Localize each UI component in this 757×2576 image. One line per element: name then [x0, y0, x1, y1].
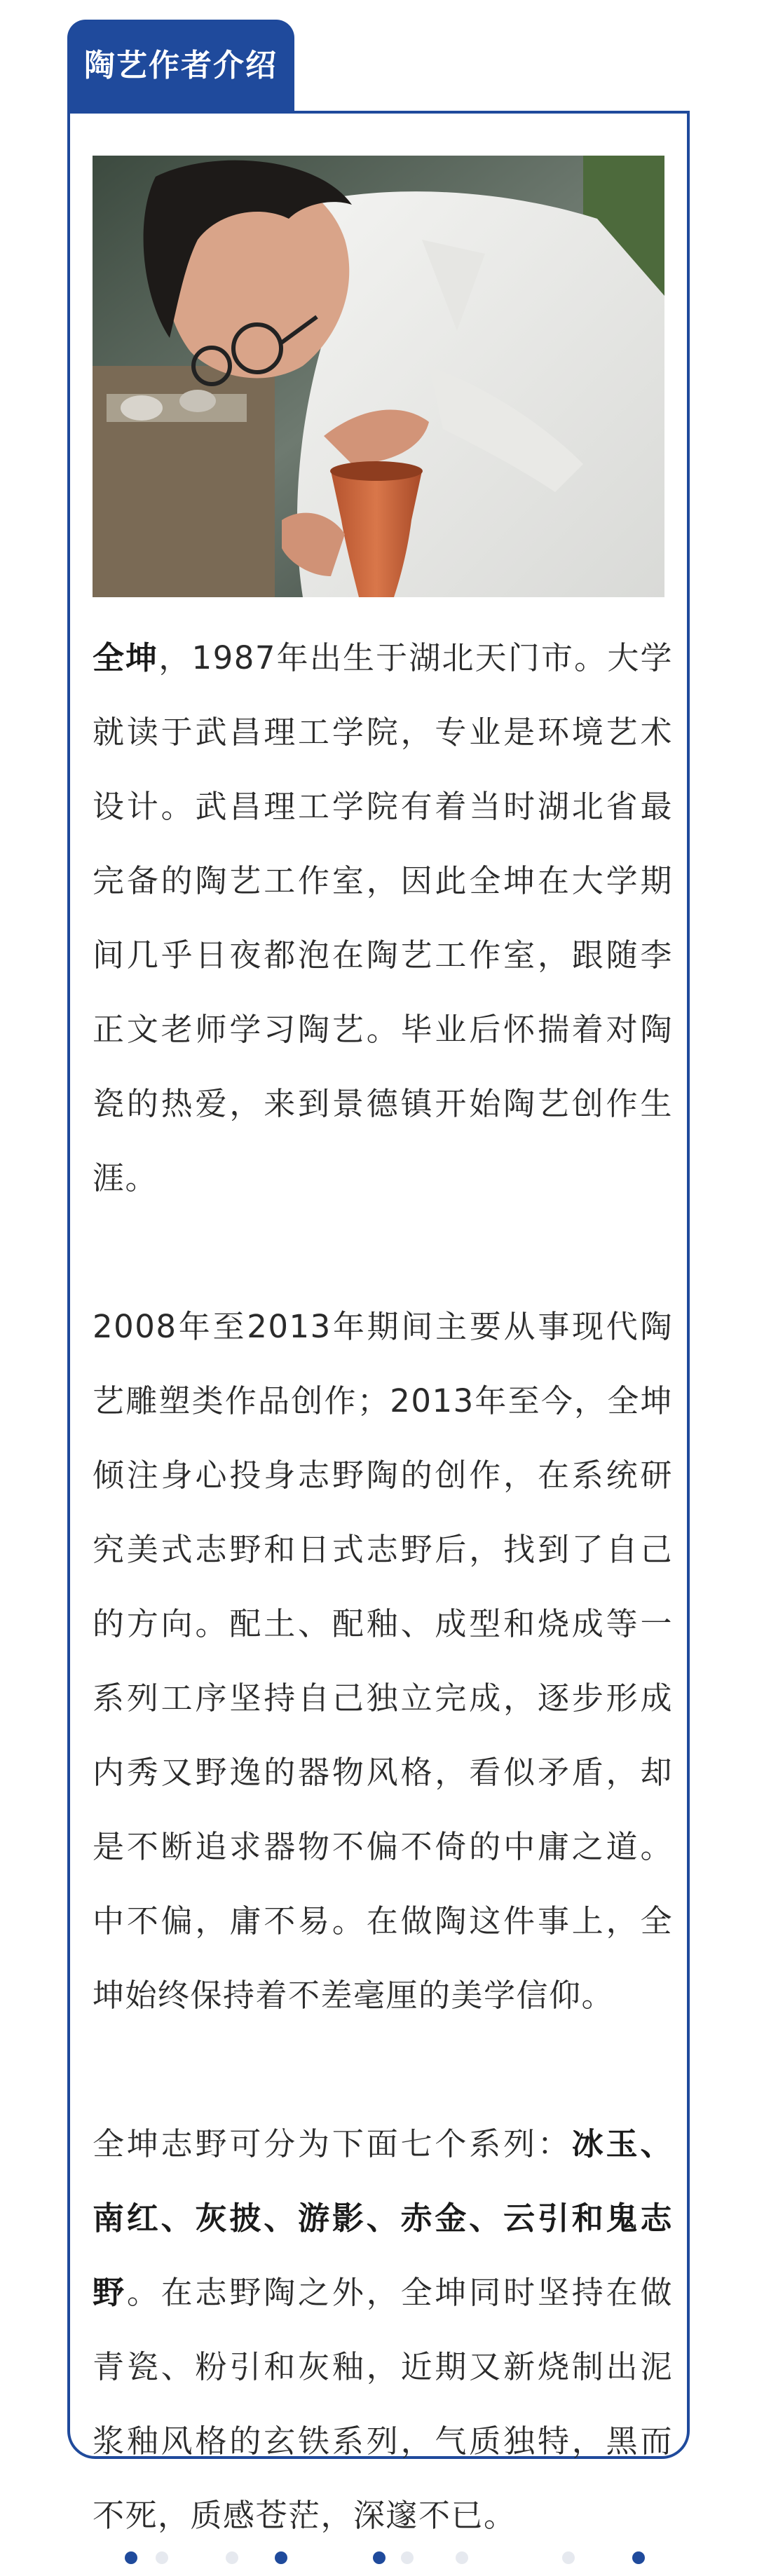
pagination-dot	[562, 2551, 575, 2564]
section-title-tab	[67, 20, 294, 112]
pagination-dots	[0, 2551, 757, 2565]
bio-paragraph-1-text: ，1987年出生于湖北天门市。大学就读于武昌理工学院，专业是环境艺术设计。武昌理工学院有着当时湖北省最完备的陶艺工作室，因此全坤在大学期间几乎日夜都泡在陶艺工作室，跟随李正文老师学习陶艺。毕业后怀揣着对陶瓷的热爱，来到景德镇开始陶艺创作生涯。	[93, 639, 673, 1197]
bio-paragraph-3	[93, 2107, 673, 2553]
pagination-dot	[401, 2551, 414, 2564]
series-names: 冰玉、南红、灰披、游影、赤金、云引和鬼志野	[93, 2125, 673, 2311]
series-lead-text: 全坤志野可分为下面七个系列：	[93, 2125, 572, 2162]
pagination-dot	[373, 2551, 386, 2564]
pagination-dot	[456, 2551, 468, 2564]
pagination-dot	[156, 2551, 168, 2564]
pagination-dot	[125, 2551, 137, 2564]
paragraph-spacer	[93, 2033, 673, 2107]
artist-photo	[93, 156, 664, 597]
section-title: 陶艺作者介绍	[84, 48, 278, 83]
pagination-dot	[226, 2551, 238, 2564]
bio-paragraph-2: 2008年至2013年期间主要从事现代陶艺雕塑类作品创作；2013年至今，全坤倾注身心投身志野陶的创作，在系统研究美式志野和日式志野后，找到了自己的方向。配土、配釉、成型和烧成等一系列工序坚持自己独立完成，逐步形成内秀又野逸的器物风格，看似矛盾，却是不断追求器物不偏不倚的中庸之道。中不偏，庸不易。在做陶这件事上，全坤始终保持着不差毫厘的美学信仰。	[93, 1308, 673, 2014]
artist-name: 全坤	[93, 639, 159, 676]
bio-paragraph-3-text: 。在志野陶之外，全坤同时坚持在做青瓷、粉引和灰釉，近期又新烧制出泥浆釉风格的玄铁系列，气质独特，黑而不死，质感苍茫，深邃不已。	[93, 2274, 673, 2534]
pagination-dot	[632, 2551, 645, 2564]
bio-paragraph-1	[93, 621, 673, 1215]
artist-biography	[93, 621, 673, 2553]
paragraph-spacer	[93, 1215, 673, 1290]
pagination-dot	[275, 2551, 287, 2564]
artist-intro-card	[67, 111, 690, 2534]
